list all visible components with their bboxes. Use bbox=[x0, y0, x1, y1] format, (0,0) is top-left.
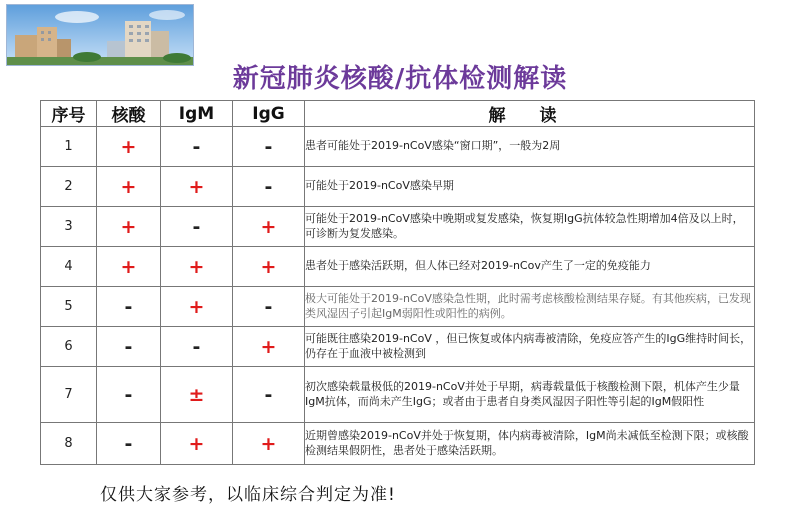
igm-result: ± bbox=[161, 367, 233, 423]
footer-note: 仅供大家参考，以临床综合判定为准! bbox=[100, 485, 396, 505]
row-interpretation: 可能既往感染2019-nCoV ，但已恢复或体内病毒被清除，免疫应答产生的IgG维持时间长，仍存在于血液中被检测到 bbox=[305, 327, 755, 367]
header-seq: 序号 bbox=[41, 101, 97, 127]
nucleic-result: - bbox=[97, 287, 161, 327]
nucleic-result: + bbox=[97, 247, 161, 287]
igm-result: - bbox=[161, 327, 233, 367]
table-row bbox=[41, 327, 755, 367]
row-seq: 3 bbox=[41, 207, 97, 247]
table-row bbox=[41, 167, 755, 207]
igm-result: + bbox=[161, 287, 233, 327]
interpretation-table bbox=[40, 100, 755, 465]
table-header-row bbox=[41, 101, 755, 127]
igm-result: + bbox=[161, 167, 233, 207]
row-seq: 5 bbox=[41, 287, 97, 327]
row-interpretation: 患者处于感染活跃期，但人体已经对2019-nCov产生了一定的免疫能力 bbox=[305, 247, 755, 287]
igg-result: - bbox=[233, 127, 305, 167]
table-row bbox=[41, 367, 755, 423]
table-row bbox=[41, 423, 755, 465]
igg-result: - bbox=[233, 167, 305, 207]
nucleic-result: + bbox=[97, 167, 161, 207]
header-interpretation: 解 读 bbox=[305, 101, 755, 127]
nucleic-result: + bbox=[97, 127, 161, 167]
row-seq: 7 bbox=[41, 367, 97, 423]
row-interpretation: 近期曾感染2019-nCoV并处于恢复期，体内病毒被清除，IgM尚未减低至检测下限；或核酸检测结果假阴性，患者处于感染活跃期。 bbox=[305, 423, 755, 465]
nucleic-result: - bbox=[97, 423, 161, 465]
igg-result: + bbox=[233, 327, 305, 367]
table-row bbox=[41, 207, 755, 247]
table-row bbox=[41, 287, 755, 327]
row-interpretation: 患者可能处于2019-nCoV感染“窗口期”，一般为2周 bbox=[305, 127, 755, 167]
hospital-banner-image bbox=[6, 4, 194, 66]
row-seq: 1 bbox=[41, 127, 97, 167]
header-igm: IgM bbox=[161, 101, 233, 127]
igg-result: + bbox=[233, 423, 305, 465]
row-seq: 8 bbox=[41, 423, 97, 465]
igm-result: - bbox=[161, 127, 233, 167]
row-interpretation: 可能处于2019-nCoV感染早期 bbox=[305, 167, 755, 207]
igm-result: + bbox=[161, 423, 233, 465]
row-seq: 4 bbox=[41, 247, 97, 287]
header-nucleic: 核酸 bbox=[97, 101, 161, 127]
row-seq: 2 bbox=[41, 167, 97, 207]
nucleic-result: - bbox=[97, 327, 161, 367]
hospital-buildings-illustration bbox=[7, 5, 193, 65]
row-seq: 6 bbox=[41, 327, 97, 367]
igg-result: - bbox=[233, 287, 305, 327]
igg-result: + bbox=[233, 207, 305, 247]
igm-result: + bbox=[161, 247, 233, 287]
nucleic-result: - bbox=[97, 367, 161, 423]
table-row bbox=[41, 247, 755, 287]
row-interpretation: 极大可能处于2019-nCoV感染急性期，此时需考虑核酸检测结果存疑。有其他疾病，已发现类风湿因子引起IgM弱阳性或阳性的病例。 bbox=[305, 287, 755, 327]
row-interpretation: 初次感染载量极低的2019-nCoV并处于早期，病毒载量低于核酸检测下限，机体产生少量IgM抗体，而尚未产生IgG；或者由于患者自身类风湿因子阳性等引起的IgM假阳性 bbox=[305, 367, 755, 423]
page-title: 新冠肺炎核酸/抗体检测解读 bbox=[232, 64, 568, 94]
igg-result: + bbox=[233, 247, 305, 287]
igg-result: - bbox=[233, 367, 305, 423]
igm-result: - bbox=[161, 207, 233, 247]
nucleic-result: + bbox=[97, 207, 161, 247]
header-igg: IgG bbox=[233, 101, 305, 127]
row-interpretation: 可能处于2019-nCoV感染中晚期或复发感染，恢复期IgG抗体较急性期增加4倍及以上时，可诊断为复发感染。 bbox=[305, 207, 755, 247]
table-row bbox=[41, 127, 755, 167]
